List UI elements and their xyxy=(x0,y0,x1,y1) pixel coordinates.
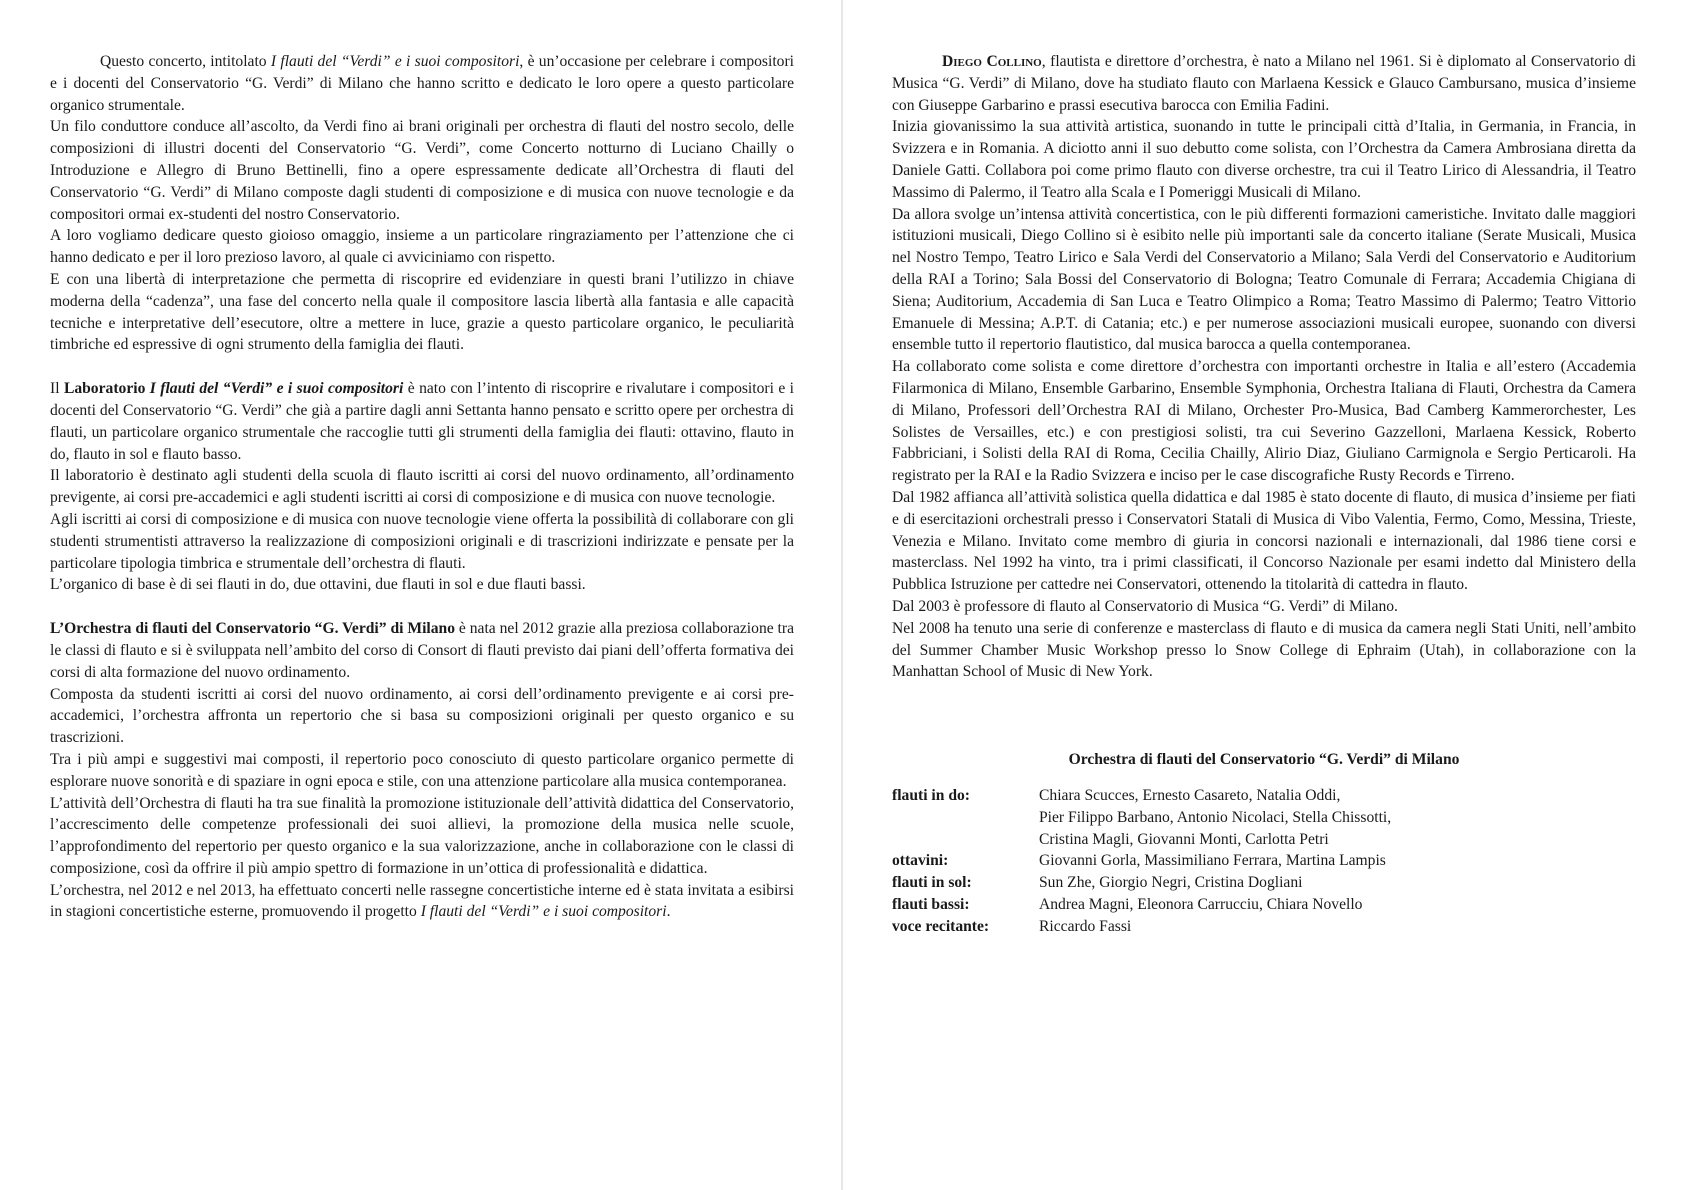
roster-names: Sun Zhe, Giorgio Negri, Cristina Dogliani xyxy=(1039,874,1303,892)
paragraph: Agli iscritti ai corsi di composizione e di musica con nuove tecnologie viene offerta la possibilità di collaborare con gli studenti strumentisti attraverso la realizzazione di composizioni originali e di trascrizioni indirizzate e pensate per la particolare tipologia timbrica e strumentale dell’orchestra di flauti. xyxy=(50,510,794,572)
paragraph: L’organico di base è di sei flauti in do, due ottavini, due flauti in sol e due flauti bassi. xyxy=(50,576,586,594)
roster-label xyxy=(892,807,1039,829)
laboratorio-title-bold-italic: I flauti del “Verdi” e i suoi compositori xyxy=(149,380,404,398)
text-run: . xyxy=(666,903,671,921)
text-run: , è un’occasione per celebrare i compositori e i docenti del Conservatorio “G. Verdi” di Milano che hanno scritto e dedicato le loro opere a questo particolare organico strumentale. xyxy=(50,53,794,114)
text-run: Il xyxy=(50,380,64,398)
paragraph: Dal 2003 è professore di flauto al Conservatorio di Musica “G. Verdi” di Milano. xyxy=(892,597,1398,615)
paragraph: L’attività dell’Orchestra di flauti ha tra sue finalità la promozione istituzionale dell’attività didattica del Conservatorio, l’accrescimento delle competenze professionali dei suoi allievi, la promozione della musica nelle scuole, l’approfondimento del repertorio per questo organico e la sua valorizzazione, anche in collaborazione con le classi di composizione, così da offrire il più ampio spettro di formazione in un’ottica di professionalità e didattica. xyxy=(50,794,794,877)
laboratorio-paragraph xyxy=(50,378,794,465)
roster-names: Giovanni Gorla, Massimiliano Ferrara, Martina Lampis xyxy=(1039,852,1386,870)
paragraph: Tra i più ampi e suggestivi mai composti, il repertorio poco conosciuto di questo particolare organico permette di esplorare nuove sonorità e di spaziare in ogni epoca e stile, con una attenzione particolare alla musica contemporanea. xyxy=(50,750,794,790)
roster-label: flauti in sol: xyxy=(892,874,972,892)
roster-row xyxy=(892,894,1636,916)
project-title-italic: I flauti del “Verdi” e i suoi compositori xyxy=(420,903,667,921)
roster-title: Orchestra di flauti del Conservatorio “G. Verdi” di Milano xyxy=(1068,751,1460,769)
roster-label xyxy=(892,829,1039,851)
roster-row xyxy=(892,850,1636,872)
orchestra-paragraph xyxy=(50,618,794,683)
paragraph: Ha collaborato come solista e come direttore d’orchestra con importanti orchestre in Italia e all’estero (Accademia Filarmonica di Milano, Ensemble Garbarino, Ensemble Symphonia, Orchestra Italiana di Flauti, Orchestra da Camera di Milano, Professori dell’Orchestra RAI di Milano, Orchester Pro-Musica, Bad Camberg Kammerorchester, Les Solistes de Versailles, etc.) e con prestigiosi solisti, tra cui Severino Gazzelloni, Marlaena Kessick, Roberto Fabbriciani, i Solisti della RAI di Roma, Cecilia Chailly, Alirio Diaz, Giuliano Carmignola e Sergio Perticaroli. Ha registrato per la RAI e la Radio Svizzera e inciso per le case discografiche Rusty Records e Tirreno. xyxy=(892,358,1636,485)
section-gap xyxy=(892,683,1636,749)
paragraph: Nel 2008 ha tenuto una serie di conferenze e masterclass di flauto e di musica da camera negli Stati Uniti, nell’ambito del Summer Chamber Music Workshop presso lo Snow College di Ephraim (Utah), in collaborazione con la Manhattan School of Music di New York. xyxy=(892,619,1636,681)
orchestra-name-bold: L’Orchestra di flauti del Conservatorio “G. Verdi” di Milano xyxy=(50,620,456,638)
paragraph: E con una libertà di interpretazione che permetta di riscoprire ed evidenziare in questi brani l’utilizzo in chiave moderna della “cadenza”, una fase del concerto nella quale il compositore lascia libertà alla fantasia e alle capacità tecniche e interpretative dell’esecutore, oltre a mettere in luce, grazie a questo particolare organico, le peculiarità timbriche ed espressive di ogni strumento della famiglia dei flauti. xyxy=(50,270,794,354)
paragraph: Da allora svolge un’intensa attività concertistica, con le più differenti formazioni cameristiche. Invitato dalle maggiori istituzioni musicali, Diego Collino si è esibito nelle più importanti sale da concerto italiane (Serate Musicali, Musica nel Nostro Tempo, Teatro Lirico e Sala Verdi del Conservatorio a Milano; Sala Verdi del Conservatorio e Auditorium della RAI a Torino; Sala Bossi del Conservatorio di Bologna; Teatro Comunale di Ferrara; Accademia Chigiana di Siena; Auditorium, Accademia di San Luca e Teatro Olimpico a Roma; Teatro Massimo di Palermo; Teatro Vittorio Emanuele di Messina; A.P.T. di Catania; etc.) e per numerose associazioni musicali europee, suonando con diversi ensemble tutto il repertorio flautistico, dal musica barocca a quella contemporanea. xyxy=(892,205,1636,354)
roster-label: voce recitante: xyxy=(892,917,990,935)
text-run: è nata nel 2012 grazie alla preziosa collaborazione tra le classi di flauto e si è sviluppata nell’ambito del corso di Consort di flauti previsto dai piani dell’offerta formativa dei corsi di alta formazione del nuovo ordinamento. xyxy=(50,620,795,681)
conductor-name: Diego Collino xyxy=(942,53,1042,70)
roster-row xyxy=(892,807,1636,829)
text-run: L’orchestra, nel 2012 e nel 2013, ha effettuato concerti nelle rassegne concertistiche interne ed è stata invitata a esibirsi in stagioni concertistiche esterne, promuovendo il progetto xyxy=(50,881,794,921)
roster-row xyxy=(892,872,1636,894)
laboratorio-bold: Laboratorio xyxy=(63,380,150,398)
roster-names: Chiara Scucces, Ernesto Casareto, Natalia Oddi, xyxy=(1039,786,1341,804)
right-page xyxy=(842,0,1684,1190)
roster-row xyxy=(892,916,1636,938)
roster-names: Cristina Magli, Giovanni Monti, Carlotta Petri xyxy=(1039,830,1329,848)
paragraph: A loro vogliamo dedicare questo gioioso omaggio, insieme a un particolare ringraziamento per l’attenzione che ci hanno dedicato e per il loro prezioso lavoro, al quale ci avviciniamo con rispetto. xyxy=(50,227,794,267)
roster-label: flauti bassi: xyxy=(892,895,970,913)
roster-names: Andrea Magni, Eleonora Carrucciu, Chiara Novello xyxy=(1039,895,1363,913)
orchestra-closing-paragraph xyxy=(50,880,794,924)
roster-list xyxy=(892,785,1636,938)
text-run: è nato con l’intento di riscoprire e rivalutare i compositori e i docenti del Conservatorio “G. Verdi” che già a partire dagli anni Settanta hanno pensato e scritto opere per orchestra di flauti, un particolare organico strumentale che raccoglie tutti gli strumenti della famiglia dei flauti: ottavino, flauto in do, flauto in sol e flauto basso. xyxy=(50,380,794,463)
paragraph-gap xyxy=(50,356,794,378)
roster-label: flauti in do: xyxy=(892,786,970,804)
roster-names: Riccardo Fassi xyxy=(1039,917,1132,935)
left-column xyxy=(50,51,794,923)
paragraph: Inizia giovanissimo la sua attività artistica, suonando in tutte le principali città d’Italia, in Germania, in Francia, in Svizzera e in Romania. A diciotto anni il suo debutto come solista, con l’Orchestra da Camera Ambrosiana diretta da Daniele Gatti. Collabora poi come primo flauto con diverse orchestre, tra cui il Teatro Lirico di Alessandria, il Teatro Massimo di Palermo, il Teatro alla Scala e I Pomeriggi Musicali di Milano. xyxy=(892,118,1636,201)
right-column xyxy=(892,51,1636,937)
roster-names: Pier Filippo Barbano, Antonio Nicolaci, Stella Chissotti, xyxy=(1039,808,1392,826)
bio-intro-paragraph xyxy=(892,51,1636,116)
paragraph: Dal 1982 affianca all’attività solistica quella didattica e dal 1985 è stato docente di flauto, di musica d’insieme per fiati e di esercitazioni orchestrali presso i Conservatori Statali di Musica di Vibo Valentia, Fermo, Como, Messina, Trieste, Venezia e Milano. Invitato come membro di giuria in concorsi nazionali e internazionali, dal 1986 tiene corsi e masterclass. Nel 1992 ha vinto, tra i primi classificati, il Concorso Nazionale per esami indetto dal Ministero della Pubblica Istruzione per cattedre nei Conservatori, ottenendo la titolarità di cattedra in flauto. xyxy=(892,488,1636,594)
paragraph: Il laboratorio è destinato agli studenti della scuola di flauto iscritti ai corsi del nuovo ordinamento, all’ordinamento previgente, ai corsi pre-accademici e agli studenti iscritti ai corsi di composizione e di musica con nuove tecnologie. xyxy=(50,467,794,507)
paragraph: Un filo conduttore conduce all’ascolto, da Verdi fino ai brani originali per orchestra di flauti del nostro secolo, delle composizioni di illustri docenti del Conservatorio “G. Verdi”, come Concerto notturno di Luciano Chailly o Introduzione e Allegro di Bruno Bettinelli, fino a opere espressamente dedicate all’Orchestra di flauti del Conservatorio “G. Verdi” di Milano composte dagli studenti di composizione e di musica con nuove tecnologie e da compositori ormai ex-studenti del nostro Conservatorio. xyxy=(50,118,794,223)
concert-title-italic: I flauti del “Verdi” e i suoi compositori xyxy=(270,53,520,70)
concerto-intro-paragraph xyxy=(50,51,794,116)
roster-row xyxy=(892,829,1636,851)
roster-row xyxy=(892,785,1636,807)
roster-label: ottavini: xyxy=(892,852,949,870)
text-run: , flautista e direttore d’orchestra, è nato a Milano nel 1961. Si è diplomato al Conservatorio di Musica “G. Verdi” di Milano, dove ha studiato flauto con Marlaena Kessick e Glauco Cambursano, musica d’insieme con Giuseppe Garbarino e prassi esecutiva barocca con Emilia Fadini. xyxy=(892,53,1636,114)
text-run: Questo concerto, intitolato xyxy=(100,53,271,70)
paragraph-gap xyxy=(50,596,794,618)
paragraph: Composta da studenti iscritti ai corsi del nuovo ordinamento, ai corsi dell’ordinamento previgente e ai corsi pre-accademici, l’orchestra affronta un repertorio che si basa su composizioni originali per questo organico e su trascrizioni. xyxy=(50,685,794,747)
